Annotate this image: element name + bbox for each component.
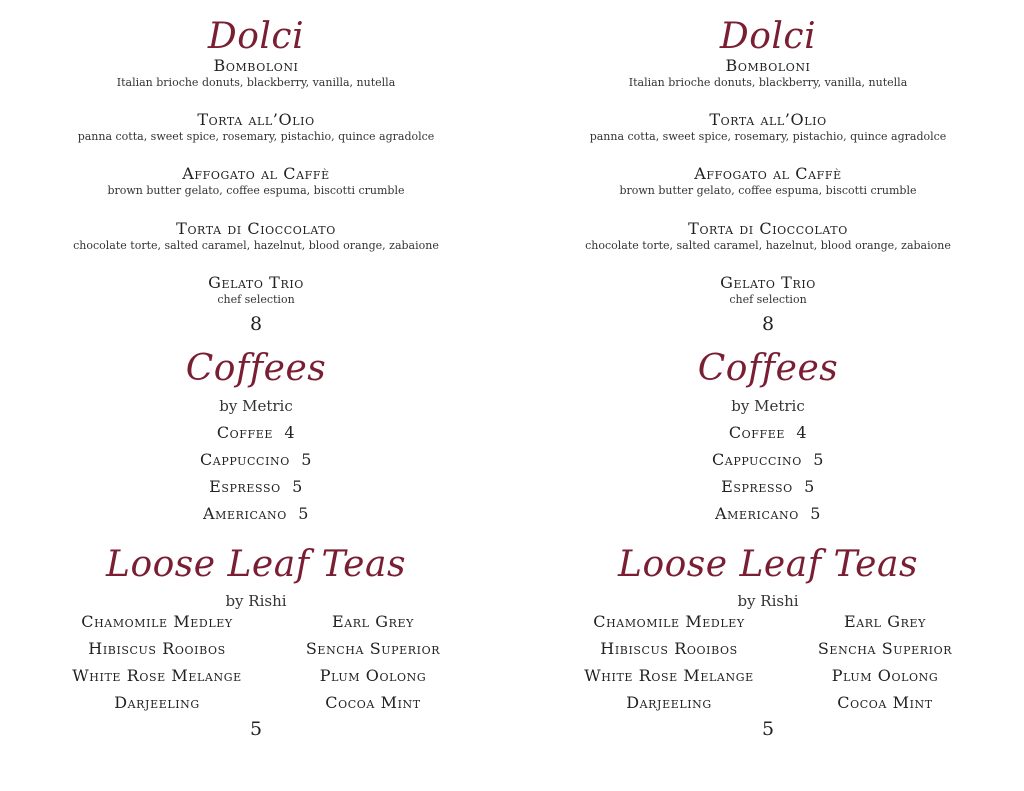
dessert-name: Torta di Cioccolato xyxy=(688,219,848,238)
tea-item: Plum Oolong xyxy=(319,666,427,685)
coffee-item xyxy=(0,478,512,496)
coffee-item xyxy=(512,451,1024,469)
dolci-heading: Dolci xyxy=(719,16,817,57)
tea-item: Hibiscus Rooibos xyxy=(600,639,738,658)
dolci-price: 8 xyxy=(761,313,775,335)
menu-panel-right xyxy=(512,0,1024,791)
dessert-description: Italian brioche donuts, blackberry, vanilla, nutella xyxy=(116,76,396,89)
coffee-name: Coffee xyxy=(216,423,274,442)
tea-item: Chamomile Medley xyxy=(593,612,745,631)
tea-item: Earl Grey xyxy=(331,612,415,631)
teas-supplier: by Rishi xyxy=(737,592,799,610)
dessert-name: Affogato al Caffè xyxy=(694,164,842,183)
tea-item: Sencha Superior xyxy=(817,639,953,658)
coffees-heading: Coffees xyxy=(697,348,839,389)
dessert-name: Torta all’Olio xyxy=(197,110,315,129)
tea-item: Hibiscus Rooibos xyxy=(88,639,226,658)
dessert-name: Bomboloni xyxy=(725,56,811,75)
coffee-name: Espresso xyxy=(721,477,793,496)
tea-item: Darjeeling xyxy=(626,693,712,712)
dolci-price: 8 xyxy=(249,313,263,335)
coffee-item xyxy=(0,451,512,469)
coffee-item xyxy=(0,424,512,442)
dessert-description: chef selection xyxy=(729,293,807,306)
coffees-roaster: by Metric xyxy=(219,397,293,415)
dessert-name: Gelato Trio xyxy=(720,273,816,292)
coffee-name: Cappuccino xyxy=(711,450,802,469)
dessert-name: Gelato Trio xyxy=(208,273,304,292)
dessert-name: Bomboloni xyxy=(213,56,299,75)
coffee-price: 4 xyxy=(796,423,808,442)
tea-item: White Rose Melange xyxy=(584,666,754,685)
tea-item: Earl Grey xyxy=(843,612,927,631)
coffee-price: 5 xyxy=(301,450,313,469)
coffee-price: 5 xyxy=(810,504,822,523)
dessert-name: Torta di Cioccolato xyxy=(176,219,336,238)
tea-item: Chamomile Medley xyxy=(81,612,233,631)
teas-price: 5 xyxy=(761,718,775,740)
coffee-name: Espresso xyxy=(209,477,281,496)
tea-item: Cocoa Mint xyxy=(325,693,421,712)
dessert-description: brown butter gelato, coffee espuma, biscotti crumble xyxy=(619,184,917,197)
coffee-item xyxy=(0,505,512,523)
tea-item: White Rose Melange xyxy=(72,666,242,685)
coffee-name: Americano xyxy=(714,504,799,523)
teas-heading: Loose Leaf Teas xyxy=(618,544,918,585)
coffee-price: 5 xyxy=(813,450,825,469)
coffee-price: 5 xyxy=(292,477,303,496)
tea-item: Cocoa Mint xyxy=(837,693,933,712)
dessert-description: panna cotta, sweet spice, rosemary, pistachio, quince agradolce xyxy=(589,130,947,143)
dessert-name: Torta all’Olio xyxy=(709,110,827,129)
coffee-name: Americano xyxy=(202,504,287,523)
dessert-description: panna cotta, sweet spice, rosemary, pistachio, quince agradolce xyxy=(77,130,435,143)
coffee-price: 5 xyxy=(298,504,310,523)
coffee-name: Coffee xyxy=(728,423,786,442)
coffees-heading: Coffees xyxy=(185,348,327,389)
dessert-description: brown butter gelato, coffee espuma, biscotti crumble xyxy=(107,184,405,197)
tea-item: Darjeeling xyxy=(114,693,200,712)
tea-item: Sencha Superior xyxy=(305,639,441,658)
coffee-price: 5 xyxy=(804,477,815,496)
dessert-description: chocolate torte, salted caramel, hazelnut, blood orange, zabaione xyxy=(585,239,951,252)
teas-supplier: by Rishi xyxy=(225,592,287,610)
dessert-name: Affogato al Caffè xyxy=(182,164,330,183)
dessert-description: chocolate torte, salted caramel, hazelnut, blood orange, zabaione xyxy=(73,239,439,252)
coffee-item xyxy=(512,478,1024,496)
teas-price: 5 xyxy=(249,718,263,740)
coffees-roaster: by Metric xyxy=(731,397,805,415)
dolci-heading: Dolci xyxy=(207,16,305,57)
coffee-item xyxy=(512,505,1024,523)
coffee-name: Cappuccino xyxy=(199,450,290,469)
dessert-description: Italian brioche donuts, blackberry, vanilla, nutella xyxy=(628,76,908,89)
coffee-item xyxy=(512,424,1024,442)
tea-item: Plum Oolong xyxy=(831,666,939,685)
teas-heading: Loose Leaf Teas xyxy=(106,544,406,585)
dessert-description: chef selection xyxy=(217,293,295,306)
coffee-price: 4 xyxy=(284,423,296,442)
